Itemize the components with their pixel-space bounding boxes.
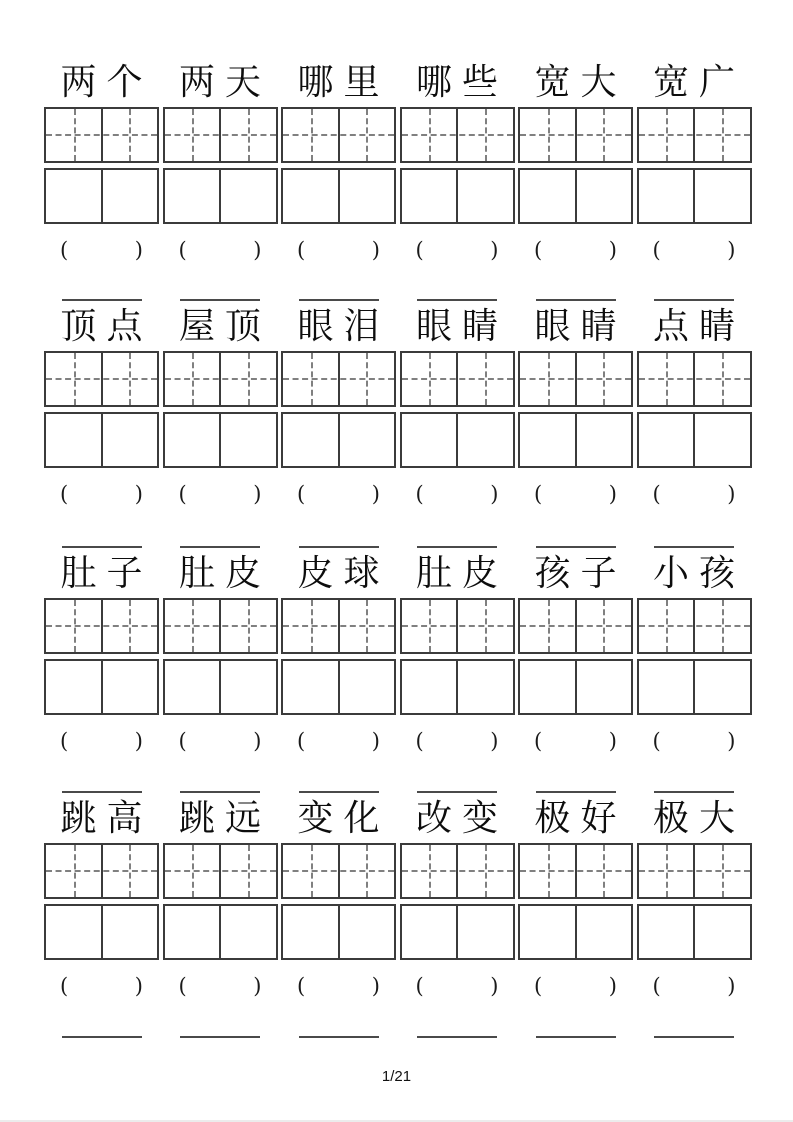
open-paren: ( xyxy=(178,238,187,262)
word-group-partial xyxy=(518,1036,633,1042)
open-paren: ( xyxy=(178,729,187,753)
cell-divider xyxy=(101,353,103,405)
word-group-partial xyxy=(163,1036,278,1042)
word-overline xyxy=(180,1036,260,1038)
cell-divider xyxy=(338,414,340,466)
word-overline xyxy=(299,546,379,548)
cell-divider xyxy=(693,845,695,897)
close-paren: ) xyxy=(727,974,736,998)
close-paren: ) xyxy=(490,729,499,753)
close-paren: ) xyxy=(727,238,736,262)
word-label: 两天 xyxy=(178,62,271,103)
practice-box-blank xyxy=(163,904,278,960)
close-paren: ) xyxy=(608,729,617,753)
close-paren: ) xyxy=(253,238,262,262)
cell-divider xyxy=(693,353,695,405)
open-paren: ( xyxy=(415,974,424,998)
word-group xyxy=(400,791,515,1003)
cell-divider xyxy=(575,353,577,405)
close-paren: ) xyxy=(253,974,262,998)
pinyin-parens xyxy=(44,728,159,754)
open-paren: ( xyxy=(60,729,69,753)
word-label: 跳高 xyxy=(60,798,153,839)
practice-box-blank xyxy=(637,904,752,960)
close-paren: ) xyxy=(727,482,736,506)
word-group xyxy=(518,546,633,758)
pinyin-parens xyxy=(518,973,633,999)
practice-box-blank xyxy=(281,659,396,715)
cell-divider xyxy=(338,109,340,161)
cell-divider xyxy=(575,661,577,713)
cell-divider xyxy=(575,414,577,466)
word-overline xyxy=(536,1036,616,1038)
word-group xyxy=(44,299,159,511)
word-overline xyxy=(299,299,379,301)
cell-divider xyxy=(219,906,221,958)
word-overline xyxy=(536,791,616,793)
open-paren: ( xyxy=(60,482,69,506)
cell-divider xyxy=(219,845,221,897)
word-group-partial xyxy=(281,1036,396,1042)
word-label: 点睛 xyxy=(652,306,745,347)
practice-box-guided xyxy=(163,107,278,163)
practice-box-blank xyxy=(281,168,396,224)
practice-box-guided xyxy=(281,351,396,407)
practice-box-blank xyxy=(163,659,278,715)
open-paren: ( xyxy=(652,482,661,506)
close-paren: ) xyxy=(608,974,617,998)
word-group xyxy=(637,546,752,758)
cell-divider xyxy=(693,661,695,713)
word-label: 宽大 xyxy=(534,62,627,103)
word-row xyxy=(44,791,756,1003)
practice-box-blank xyxy=(44,659,159,715)
pinyin-parens xyxy=(281,481,396,507)
close-paren: ) xyxy=(608,238,617,262)
cell-divider xyxy=(456,906,458,958)
practice-box-guided xyxy=(44,598,159,654)
cell-divider xyxy=(101,170,103,222)
word-label: 改变 xyxy=(415,798,508,839)
practice-box-guided xyxy=(163,598,278,654)
cell-divider xyxy=(338,906,340,958)
close-paren: ) xyxy=(727,729,736,753)
pinyin-parens xyxy=(163,237,278,263)
cell-divider xyxy=(101,906,103,958)
next-row-overlines xyxy=(44,1036,756,1042)
word-overline xyxy=(180,791,260,793)
pinyin-parens xyxy=(637,973,752,999)
practice-box-guided xyxy=(400,351,515,407)
practice-box-guided xyxy=(44,843,159,899)
word-group xyxy=(518,55,633,267)
word-group xyxy=(400,546,515,758)
cell-divider xyxy=(693,600,695,652)
word-overline xyxy=(62,791,142,793)
cell-divider xyxy=(693,170,695,222)
close-paren: ) xyxy=(490,482,499,506)
practice-box-guided xyxy=(281,107,396,163)
practice-box-blank xyxy=(518,904,633,960)
practice-box-guided xyxy=(400,107,515,163)
cell-divider xyxy=(456,170,458,222)
word-overline xyxy=(180,546,260,548)
close-paren: ) xyxy=(371,238,380,262)
close-paren: ) xyxy=(490,974,499,998)
word-row xyxy=(44,299,756,511)
word-label: 孩子 xyxy=(534,553,627,594)
pinyin-parens xyxy=(163,973,278,999)
word-label: 哪些 xyxy=(415,62,508,103)
cell-divider xyxy=(338,600,340,652)
practice-box-blank xyxy=(637,168,752,224)
practice-box-guided xyxy=(163,351,278,407)
word-label: 哪里 xyxy=(297,62,390,103)
close-paren: ) xyxy=(134,974,143,998)
pinyin-parens xyxy=(163,481,278,507)
word-label: 极大 xyxy=(652,798,745,839)
pinyin-parens xyxy=(44,973,159,999)
word-overline xyxy=(536,299,616,301)
word-label: 小孩 xyxy=(652,553,745,594)
pinyin-parens xyxy=(163,728,278,754)
pinyin-parens xyxy=(518,481,633,507)
cell-divider xyxy=(456,109,458,161)
pinyin-parens xyxy=(281,728,396,754)
practice-box-blank xyxy=(400,412,515,468)
close-paren: ) xyxy=(134,729,143,753)
cell-divider xyxy=(101,845,103,897)
word-overline xyxy=(417,791,497,793)
word-overline xyxy=(654,1036,734,1038)
word-group xyxy=(44,791,159,1003)
word-group xyxy=(163,791,278,1003)
word-row xyxy=(44,55,756,267)
word-label: 肚皮 xyxy=(415,553,508,594)
word-overline xyxy=(654,791,734,793)
close-paren: ) xyxy=(371,729,380,753)
practice-box-guided xyxy=(400,598,515,654)
word-group xyxy=(400,299,515,511)
practice-box-guided xyxy=(281,598,396,654)
word-overline xyxy=(654,546,734,548)
word-overline xyxy=(62,546,142,548)
word-group xyxy=(163,299,278,511)
pinyin-parens xyxy=(400,973,515,999)
word-group xyxy=(163,55,278,267)
open-paren: ( xyxy=(60,238,69,262)
open-paren: ( xyxy=(415,238,424,262)
practice-box-blank xyxy=(637,659,752,715)
practice-box-blank xyxy=(518,168,633,224)
word-group xyxy=(163,546,278,758)
practice-box-blank xyxy=(44,904,159,960)
open-paren: ( xyxy=(652,729,661,753)
word-overline xyxy=(417,546,497,548)
cell-divider xyxy=(219,109,221,161)
open-paren: ( xyxy=(534,238,543,262)
word-overline xyxy=(180,299,260,301)
pinyin-parens xyxy=(637,237,752,263)
pinyin-parens xyxy=(44,237,159,263)
close-paren: ) xyxy=(608,482,617,506)
cell-divider xyxy=(456,414,458,466)
word-label: 变化 xyxy=(297,798,390,839)
open-paren: ( xyxy=(297,974,306,998)
practice-box-guided xyxy=(400,843,515,899)
open-paren: ( xyxy=(415,482,424,506)
cell-divider xyxy=(338,845,340,897)
word-group-partial xyxy=(400,1036,515,1042)
word-group xyxy=(44,55,159,267)
word-row xyxy=(44,546,756,758)
practice-box-blank xyxy=(281,412,396,468)
word-group xyxy=(281,299,396,511)
open-paren: ( xyxy=(178,482,187,506)
word-group xyxy=(281,55,396,267)
pinyin-parens xyxy=(400,481,515,507)
word-overline xyxy=(299,791,379,793)
word-group xyxy=(281,546,396,758)
word-overline xyxy=(417,299,497,301)
close-paren: ) xyxy=(134,238,143,262)
pinyin-parens xyxy=(518,237,633,263)
word-label: 眼睛 xyxy=(415,306,508,347)
open-paren: ( xyxy=(534,974,543,998)
word-group xyxy=(637,791,752,1003)
word-group-partial xyxy=(637,1036,752,1042)
cell-divider xyxy=(219,353,221,405)
open-paren: ( xyxy=(297,482,306,506)
cell-divider xyxy=(456,661,458,713)
page-number: 1/21 xyxy=(381,1068,412,1085)
practice-box-guided xyxy=(518,351,633,407)
cell-divider xyxy=(101,109,103,161)
practice-box-blank xyxy=(400,659,515,715)
practice-box-guided xyxy=(281,843,396,899)
cell-divider xyxy=(575,845,577,897)
cell-divider xyxy=(456,845,458,897)
practice-box-guided xyxy=(637,598,752,654)
close-paren: ) xyxy=(253,482,262,506)
close-paren: ) xyxy=(253,729,262,753)
practice-box-guided xyxy=(44,107,159,163)
close-paren: ) xyxy=(490,238,499,262)
pinyin-parens xyxy=(637,728,752,754)
word-label: 两个 xyxy=(60,62,153,103)
word-group xyxy=(637,299,752,511)
pinyin-parens xyxy=(281,237,396,263)
practice-box-blank xyxy=(400,904,515,960)
practice-box-guided xyxy=(637,107,752,163)
word-label: 跳远 xyxy=(178,798,271,839)
cell-divider xyxy=(693,414,695,466)
practice-box-blank xyxy=(163,168,278,224)
word-label: 眼睛 xyxy=(534,306,627,347)
word-group xyxy=(637,55,752,267)
word-group xyxy=(44,546,159,758)
practice-box-blank xyxy=(518,412,633,468)
word-group xyxy=(518,791,633,1003)
cell-divider xyxy=(693,109,695,161)
practice-box-guided xyxy=(518,843,633,899)
practice-box-blank xyxy=(400,168,515,224)
word-label: 宽广 xyxy=(652,62,745,103)
pinyin-parens xyxy=(637,481,752,507)
word-overline xyxy=(536,546,616,548)
word-group-partial xyxy=(44,1036,159,1042)
cell-divider xyxy=(456,353,458,405)
open-paren: ( xyxy=(178,974,187,998)
open-paren: ( xyxy=(534,482,543,506)
word-group xyxy=(281,791,396,1003)
open-paren: ( xyxy=(534,729,543,753)
open-paren: ( xyxy=(297,238,306,262)
pinyin-parens xyxy=(400,237,515,263)
cell-divider xyxy=(101,600,103,652)
cell-divider xyxy=(101,661,103,713)
practice-box-blank xyxy=(44,168,159,224)
cell-divider xyxy=(338,170,340,222)
word-overline xyxy=(417,1036,497,1038)
close-paren: ) xyxy=(134,482,143,506)
open-paren: ( xyxy=(652,974,661,998)
pinyin-parens xyxy=(44,481,159,507)
cell-divider xyxy=(338,661,340,713)
cell-divider xyxy=(575,600,577,652)
word-overline xyxy=(62,1036,142,1038)
practice-box-blank xyxy=(163,412,278,468)
word-label: 极好 xyxy=(534,798,627,839)
word-overline xyxy=(299,1036,379,1038)
close-paren: ) xyxy=(371,974,380,998)
cell-divider xyxy=(219,170,221,222)
word-label: 屋顶 xyxy=(178,306,271,347)
word-label: 眼泪 xyxy=(297,306,390,347)
open-paren: ( xyxy=(60,974,69,998)
word-label: 肚子 xyxy=(60,553,153,594)
practice-box-guided xyxy=(44,351,159,407)
pinyin-parens xyxy=(518,728,633,754)
cell-divider xyxy=(101,414,103,466)
practice-box-guided xyxy=(637,351,752,407)
cell-divider xyxy=(575,170,577,222)
close-paren: ) xyxy=(371,482,380,506)
cell-divider xyxy=(338,353,340,405)
practice-box-guided xyxy=(637,843,752,899)
word-label: 顶点 xyxy=(60,306,153,347)
pinyin-parens xyxy=(400,728,515,754)
open-paren: ( xyxy=(415,729,424,753)
practice-box-blank xyxy=(518,659,633,715)
word-overline xyxy=(654,299,734,301)
cell-divider xyxy=(219,414,221,466)
word-overline xyxy=(62,299,142,301)
practice-box-blank xyxy=(281,904,396,960)
practice-box-guided xyxy=(163,843,278,899)
practice-box-guided xyxy=(518,107,633,163)
word-label: 肚皮 xyxy=(178,553,271,594)
cell-divider xyxy=(575,109,577,161)
practice-box-blank xyxy=(44,412,159,468)
cell-divider xyxy=(219,661,221,713)
cell-divider xyxy=(575,906,577,958)
cell-divider xyxy=(456,600,458,652)
practice-box-guided xyxy=(518,598,633,654)
word-label: 皮球 xyxy=(297,553,390,594)
practice-box-blank xyxy=(637,412,752,468)
open-paren: ( xyxy=(297,729,306,753)
open-paren: ( xyxy=(652,238,661,262)
cell-divider xyxy=(219,600,221,652)
word-group xyxy=(518,299,633,511)
pinyin-parens xyxy=(281,973,396,999)
cell-divider xyxy=(693,906,695,958)
word-group xyxy=(400,55,515,267)
